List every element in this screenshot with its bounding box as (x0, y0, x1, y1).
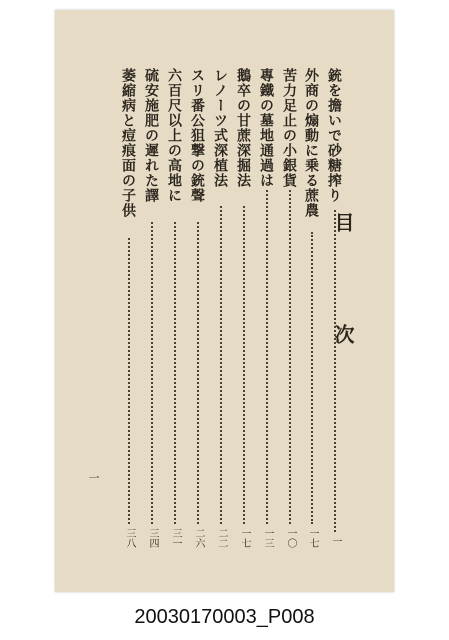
document-page (55, 10, 394, 592)
toc-entry-page: 三八 (124, 528, 135, 548)
toc-leader-dots (266, 190, 268, 524)
toc-entry-title: 六百尺以上の高地に (166, 68, 182, 203)
toc-leader-dots (220, 206, 222, 524)
toc-leader-dots (174, 222, 176, 524)
toc-leader-dots (289, 190, 291, 524)
toc-entry-page: 一三 (262, 528, 273, 548)
toc-entry-title: 硫安施肥の遲れた譯 (143, 68, 159, 203)
page-folio: 一 (87, 472, 100, 483)
toc-leader-dots (151, 222, 153, 524)
toc-entry-title: 鵝卒の甘蔗深掘法 (235, 68, 251, 188)
toc-entry-title: 外商の煽動に乗る蔗農 (303, 68, 319, 218)
toc-heading: 目 次 (331, 212, 355, 380)
toc-entry-title: 苦力足止の小銀貨 (281, 68, 297, 188)
toc-leader-dots (334, 210, 336, 532)
toc-entry-page: 一七 (239, 528, 250, 548)
toc-entry-page: 一 (330, 536, 341, 546)
toc-entry-page: 三四 (147, 528, 158, 548)
toc-leader-dots (243, 206, 245, 524)
toc-entry-title: 專鐵の墓地通過は (258, 68, 274, 188)
toc-entry-title: 銃を擔いで砂糖搾り (326, 68, 342, 203)
toc-entry-title: 萎縮病と痘痕面の子供 (120, 68, 136, 218)
toc-entry-title: スリ番公狙撃の銃聲 (189, 68, 205, 203)
image-id-caption: 20030170003_P008 (134, 606, 315, 628)
toc-entry-page: 一〇 (285, 528, 296, 548)
toc-leader-dots (311, 232, 313, 524)
toc-entry-page: 一七 (307, 528, 318, 548)
toc-leader-dots (197, 222, 199, 524)
toc-entry-page: 二六 (193, 528, 204, 548)
toc-leader-dots (128, 238, 130, 524)
toc-entry-title: レノーツ式深植法 (212, 68, 228, 188)
toc-entry-page: 二二 (216, 528, 227, 548)
toc-entry-page: 三一 (170, 528, 181, 548)
